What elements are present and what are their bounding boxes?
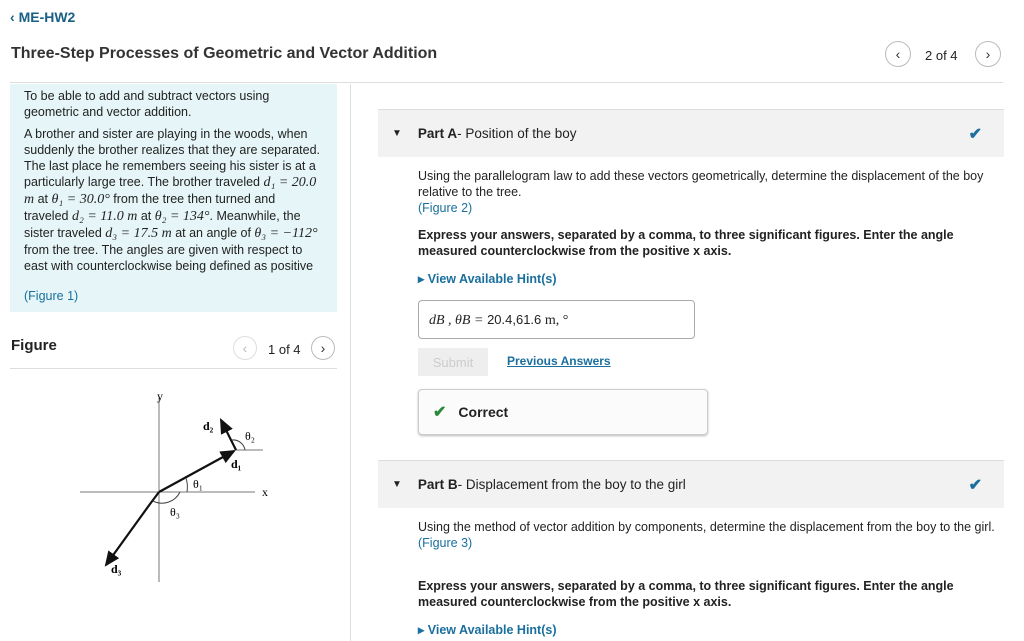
figure-1-link[interactable]: (Figure 1) [24,289,79,303]
label-d2: d₂ [203,419,214,433]
figure-3-link[interactable]: (Figure 3) [418,536,473,550]
chevron-left-icon: ‹ [895,46,901,62]
label-theta1: θ₁ [193,477,203,491]
page-counter: 2 of 4 [925,48,958,63]
label-theta3: θ₃ [170,505,180,519]
check-icon: ✔ [433,404,447,421]
part-a-hints-link[interactable]: ▸ View Available Hint(s) [418,272,557,286]
part-a-text: Using the parallelogram law to add these vectors geometrically, determine the displacement of the boy relative to the tree. (Figure 2) [418,169,984,215]
part-b-hints-link[interactable]: ▸ View Available Hint(s) [418,623,557,637]
figure-counter: 1 of 4 [268,342,301,357]
figure-next-button[interactable] [311,336,335,360]
label-x: x [262,485,268,499]
chevron-right-icon: › [985,46,991,62]
figure-2-link[interactable]: (Figure 2) [418,201,473,215]
header-divider [10,82,1003,83]
problem-statement: A brother and sister are playing in the woods, when suddenly the brother realizes that they are separated. The last place he remembers seeing his sister is at a particularly large tree. The brother traveled d₁ = 20.0 m at θ₁ = 30.0° from the tree then turned and traveled d₂ = 11.0 m at θ₂ = 134°. Meanwhile, the sister traveled d₃ = 17.5 m at an angle of θ₃ = −112° from the tree. The angles are given with respect to east with counterclockwise being defined as positive [24,127,321,273]
checkmark-icon: ✔ [968,125,982,143]
chevron-right-icon: › [320,340,326,356]
chevron-left-icon: ‹ [242,340,248,356]
chevron-left-icon: ‹ [10,9,19,25]
vector-d2 [221,420,236,450]
prev-part-button[interactable] [885,41,911,67]
figure-heading: Figure [11,337,57,354]
vector-d3 [106,492,159,565]
part-a-header[interactable]: ▼ Part A - Position of the boy ✔ [378,110,1004,157]
part-b-header[interactable]: ▼ Part B - Displacement from the boy to the girl ✔ [378,461,1004,508]
part-b-text: Using the method of vector addition by components, determine the displacement from the boy to the girl. (Figure 3) [418,520,995,550]
next-part-button[interactable] [975,41,1001,67]
answer-field[interactable]: dB , θB = 20.4,61.6 m, ° [418,300,695,339]
learning-goal: To be able to add and subtract vectors using geometric and vector addition. [24,89,270,119]
part-b-instructions: Express your answers, separated by a comma, to three significant figures. Enter the angle measured counterclockwise from the positive x axis. [418,579,954,609]
back-link[interactable]: ‹ ME-HW2 [10,9,76,25]
part-a-instructions: Express your answers, separated by a comma, to three significant figures. Enter the angle measured counterclockwise from the positive x axis. [418,228,954,258]
page-title: Three-Step Processes of Geometric and Vector Addition [11,45,438,62]
collapse-triangle-icon: ▼ [392,479,402,490]
collapse-triangle-icon: ▼ [392,128,402,139]
previous-answers-link[interactable]: Previous Answers [507,354,611,368]
label-d1: d₁ [231,457,242,471]
label-d3: d₃ [111,562,122,576]
figure-divider [10,368,337,369]
problem-intro [10,84,337,312]
vector-figure [0,380,340,590]
checkmark-icon: ✔ [968,476,982,494]
label-y: y [157,389,163,403]
correct-feedback: ✔ Correct [418,389,708,435]
column-divider [350,84,351,641]
figure-prev-button[interactable] [233,336,257,360]
label-theta2: θ₂ [245,429,255,443]
submit-button[interactable]: Submit [418,348,488,376]
